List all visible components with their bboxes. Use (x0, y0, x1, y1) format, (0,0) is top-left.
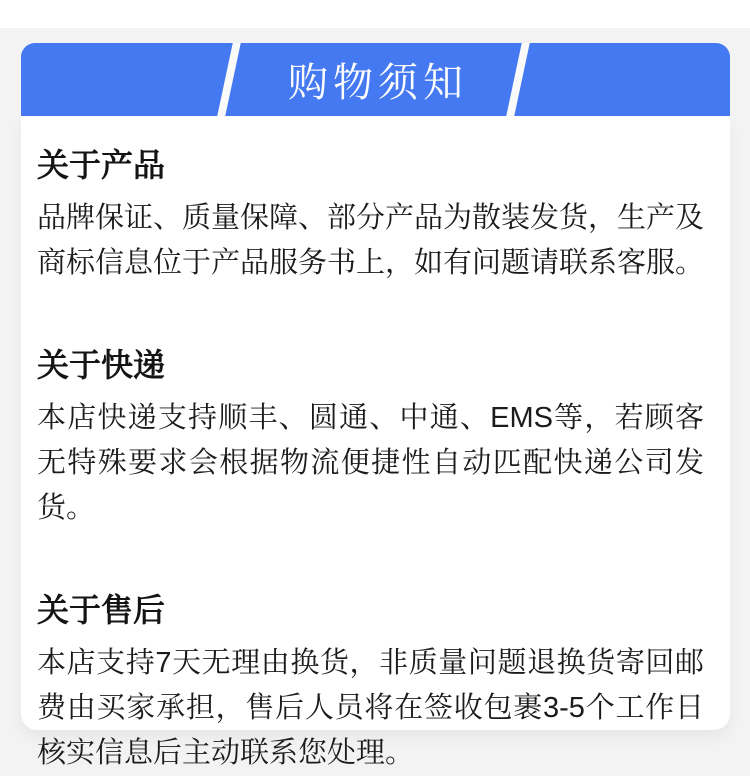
section-body: 本店支持7天无理由换货，非质量问题退换货寄回邮费由买家承担，售后人员将在签收包裹3-5个工作日核实信息后主动联系您处理。 (37, 647, 704, 769)
section-heading: 关于售后 (37, 592, 166, 628)
section-about-shipping (37, 346, 704, 531)
shopping-notice-banner (21, 43, 730, 116)
section-about-aftersales (37, 591, 704, 776)
top-white-strip (0, 0, 750, 28)
section-heading: 关于产品 (37, 147, 166, 183)
section-body: 品牌保证、质量保障、部分产品为散装发货，生产及商标信息位于产品服务书上，如有问题请联系客服。 (37, 202, 705, 279)
section-body: 本店快递支持顺丰、圆通、中通、EMS等，若顾客无特殊要求会根据物流便捷性自动匹配快递公司发货。 (37, 402, 704, 524)
section-about-product (37, 146, 704, 286)
notice-card (21, 116, 730, 769)
banner-title: 购物须知 (288, 61, 468, 105)
section-heading: 关于快递 (37, 347, 166, 383)
